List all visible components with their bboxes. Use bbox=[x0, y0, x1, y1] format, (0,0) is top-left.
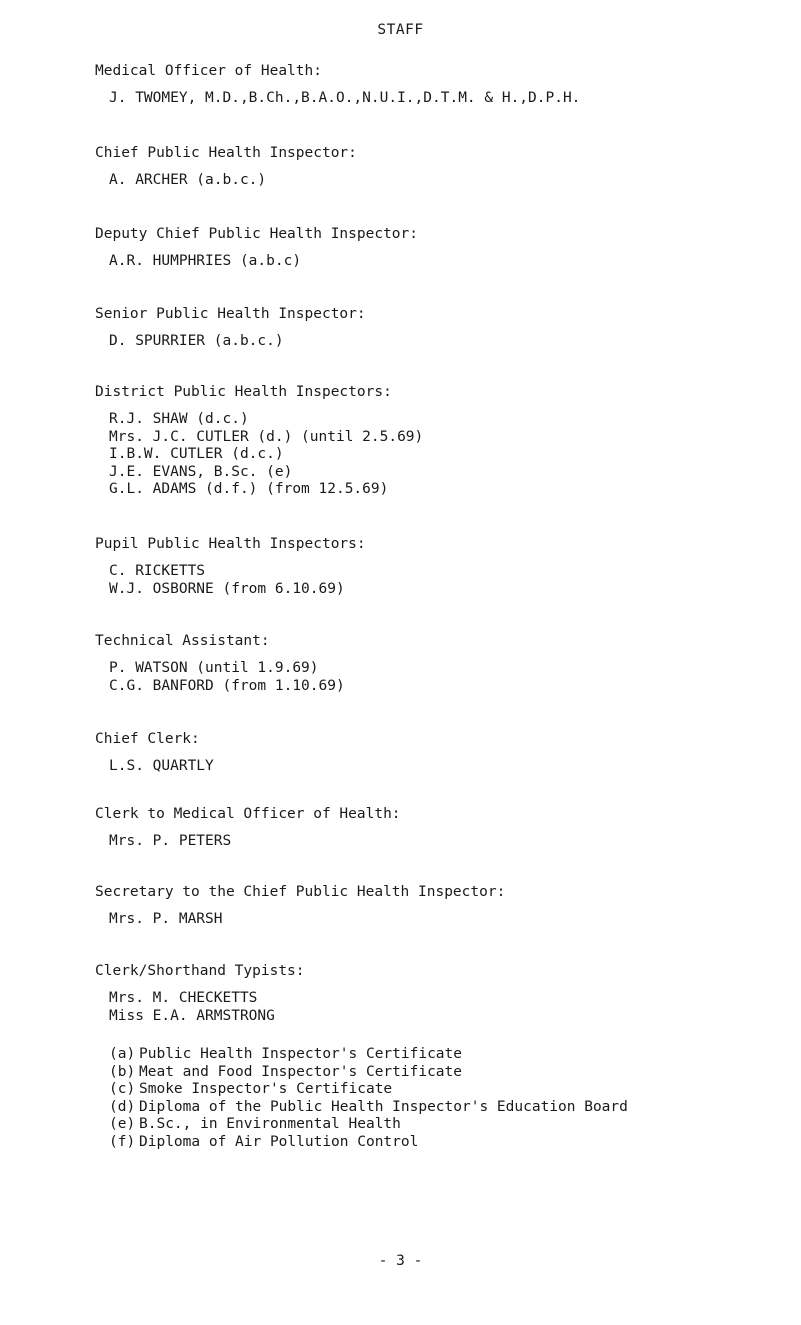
section-heading: Clerk/Shorthand Typists: bbox=[95, 963, 305, 979]
staff-name: A. ARCHER (a.b.c.) bbox=[109, 172, 267, 188]
footnotes bbox=[109, 1046, 628, 1151]
footnote-key: (d) bbox=[109, 1098, 136, 1115]
footnote bbox=[109, 1064, 628, 1082]
footnote bbox=[109, 1134, 628, 1152]
section-technical-assistant bbox=[95, 632, 345, 695]
section-heading: Chief Public Health Inspector: bbox=[95, 145, 357, 161]
staff-name: L.S. QUARTLY bbox=[109, 758, 214, 774]
staff-name: A.R. HUMPHRIES (a.b.c) bbox=[109, 253, 302, 269]
staff-name: J.E. EVANS, B.Sc. (e) bbox=[109, 463, 293, 480]
footnote bbox=[109, 1046, 628, 1064]
staff-name: P. WATSON (until 1.9.69) bbox=[109, 660, 319, 676]
staff-name: W.J. OSBORNE (from 6.10.69) bbox=[109, 580, 345, 597]
staff-name: R.J. SHAW (d.c.) bbox=[109, 411, 249, 427]
page-number: - 3 - bbox=[378, 1253, 423, 1269]
section-heading: Technical Assistant: bbox=[95, 633, 270, 649]
footnote-key: (b) bbox=[109, 1063, 136, 1080]
section-district-phi bbox=[95, 383, 423, 499]
footnote-key: (f) bbox=[109, 1133, 136, 1150]
section-medical-officer bbox=[95, 62, 580, 108]
footnote-text: Meat and Food Inspector's Certificate bbox=[139, 1063, 463, 1080]
footnote bbox=[109, 1081, 628, 1099]
section-heading: Senior Public Health Inspector: bbox=[95, 306, 366, 322]
section-senior-phi bbox=[95, 305, 366, 351]
section-heading: Medical Officer of Health: bbox=[95, 63, 322, 79]
footnote-text: Public Health Inspector's Certificate bbox=[139, 1046, 463, 1062]
section-heading: Pupil Public Health Inspectors: bbox=[95, 536, 366, 552]
footnote-text: Diploma of Air Pollution Control bbox=[139, 1133, 419, 1150]
staff-name: D. SPURRIER (a.b.c.) bbox=[109, 333, 284, 349]
section-heading: Deputy Chief Public Health Inspector: bbox=[95, 226, 419, 242]
section-deputy-chief-phi bbox=[95, 225, 418, 271]
staff-name: C.G. BANFORD (from 1.10.69) bbox=[109, 677, 345, 694]
section-chief-clerk bbox=[95, 730, 214, 776]
footnote-key: (a) bbox=[109, 1046, 136, 1062]
section-heading: Secretary to the Chief Public Health Inspector: bbox=[95, 884, 506, 900]
staff-name: C. RICKETTS bbox=[109, 563, 206, 579]
section-secretary bbox=[95, 883, 505, 929]
staff-name: Mrs. P. PETERS bbox=[109, 833, 232, 849]
footnote bbox=[109, 1099, 628, 1117]
section-heading: Clerk to Medical Officer of Health: bbox=[95, 806, 401, 822]
footnote bbox=[109, 1116, 628, 1134]
section-heading: District Public Health Inspectors: bbox=[95, 384, 392, 400]
footnote-text: B.Sc., in Environmental Health bbox=[139, 1116, 401, 1132]
section-chief-phi bbox=[95, 144, 357, 190]
section-pupil-phi bbox=[95, 535, 366, 598]
staff-name: Miss E.A. ARMSTRONG bbox=[109, 1007, 275, 1024]
footnote-text: Diploma of the Public Health Inspector's Education Board bbox=[139, 1098, 628, 1115]
footnote-text: Smoke Inspector's Certificate bbox=[139, 1081, 393, 1097]
section-clerk-moh bbox=[95, 805, 401, 851]
staff-name: Mrs. J.C. CUTLER (d.) (until 2.5.69) bbox=[109, 428, 424, 445]
section-typists bbox=[95, 962, 305, 1025]
staff-name: I.B.W. CUTLER (d.c.) bbox=[109, 446, 284, 462]
staff-name: J. TWOMEY, M.D.,B.Ch.,B.A.O.,N.U.I.,D.T.M. & H.,D.P.H. bbox=[109, 90, 581, 106]
staff-name: Mrs. M. CHECKETTS bbox=[109, 990, 258, 1006]
page-title: STAFF bbox=[377, 22, 424, 38]
staff-name: Mrs. P. MARSH bbox=[109, 911, 223, 927]
footnote-key: (c) bbox=[109, 1081, 136, 1097]
section-heading: Chief Clerk: bbox=[95, 731, 200, 747]
staff-name: G.L. ADAMS (d.f.) (from 12.5.69) bbox=[109, 481, 389, 497]
footnote-key: (e) bbox=[109, 1116, 136, 1132]
